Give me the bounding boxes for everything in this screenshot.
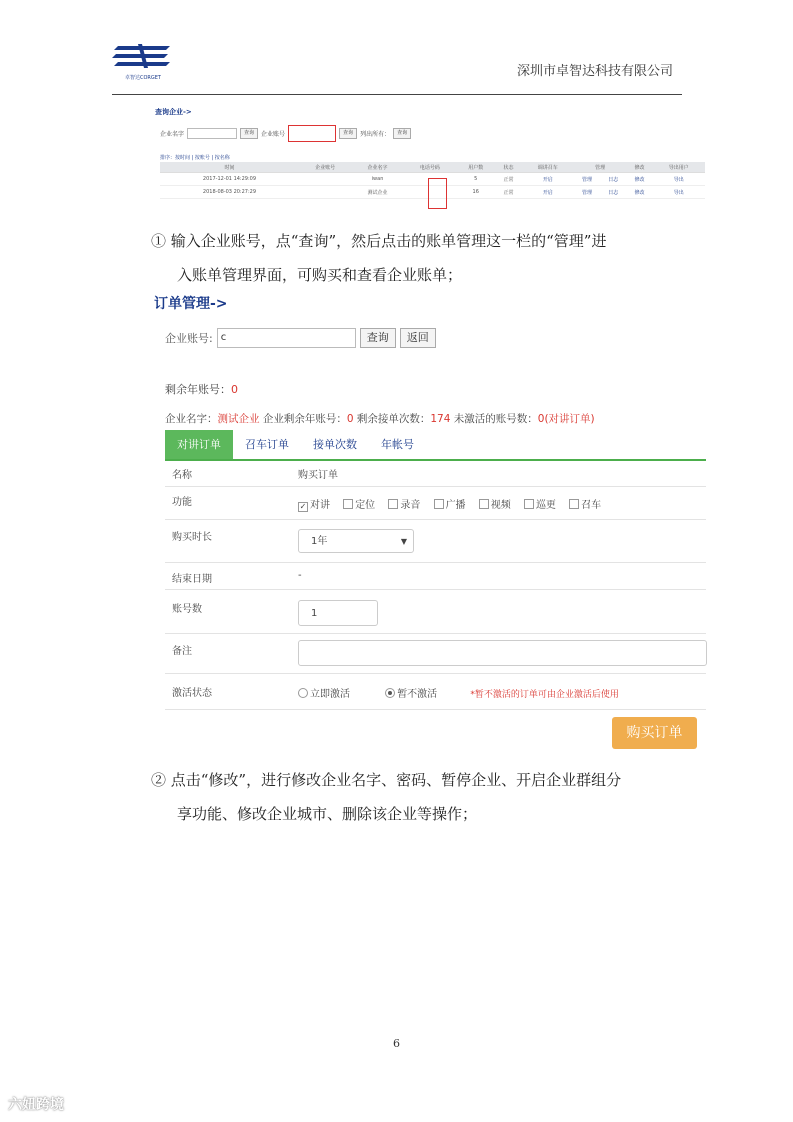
remaining-label: 剩余年账号：: [165, 383, 231, 396]
column-header: 电话号码: [404, 162, 456, 173]
account-input[interactable]: c: [217, 328, 356, 348]
enterprise-account-label: 企业账号: [261, 131, 286, 138]
query-button[interactable]: 查询: [360, 328, 396, 348]
column-header: 调讲召车: [522, 162, 574, 173]
query-row: [160, 125, 411, 142]
feature-option[interactable]: ✓ 对讲: [299, 500, 330, 511]
header-company-name: 深圳市卓智达科技有限公司: [516, 64, 673, 79]
order-form: [165, 459, 706, 700]
account-query-row: [165, 328, 436, 348]
step-2-line-2: 享功能、修改企业城市、删除该企业等操作；: [177, 805, 478, 823]
order-tabs: [165, 430, 706, 461]
column-header: 企业名字: [351, 162, 403, 173]
manage-link[interactable]: 管理: [574, 173, 600, 186]
row-divider: [165, 709, 706, 710]
activation-label: 激活状态: [172, 688, 212, 699]
instruction-step-2: [151, 763, 696, 831]
tab-year-account[interactable]: 年帐号: [381, 438, 414, 451]
query-by-account-button[interactable]: 查询: [339, 128, 357, 139]
info-remain-orders-label: 剩余接单次数：: [356, 413, 431, 425]
enterprise-info-line: [165, 411, 595, 426]
list-all-button[interactable]: 查询: [393, 128, 411, 139]
info-remain-year-value: 0: [346, 413, 354, 425]
feature-label: 功能: [172, 497, 192, 508]
enterprise-name-input[interactable]: [187, 128, 237, 139]
cell-time: 2017-12-01 14:29:09: [160, 173, 299, 186]
cell-time: 2018-08-03 20:27:29: [160, 186, 299, 199]
feature-option[interactable]: 视频: [479, 496, 511, 511]
checkbox-icon[interactable]: [479, 499, 489, 509]
row-divider: [165, 519, 706, 520]
log-link[interactable]: 日志: [600, 186, 626, 199]
log-link[interactable]: 日志: [600, 173, 626, 186]
info-name-value: 测试企业: [217, 413, 260, 425]
buy-order-button[interactable]: 购买订单: [612, 717, 697, 749]
edit-link[interactable]: 修改: [626, 173, 652, 186]
cell-service-link[interactable]: 开启: [522, 186, 574, 199]
row-divider: [165, 673, 706, 674]
checkbox-icon[interactable]: [388, 499, 398, 509]
info-name-label: 企业名字：: [165, 413, 218, 425]
step-2-line-1: ② 点击“修改”，进行修改企业名字、密码、暂停企业、开启企业群组分: [151, 771, 622, 789]
column-header: 状态: [495, 162, 521, 173]
feature-option[interactable]: 录音: [388, 496, 420, 511]
checkbox-icon[interactable]: [524, 499, 534, 509]
feature-option[interactable]: 定位: [343, 496, 375, 511]
activate-now-label[interactable]: 立即激活: [310, 689, 350, 700]
query-enterprise-title: 查询企业->: [155, 108, 192, 116]
header-divider: [112, 94, 682, 95]
step-1-line-1: ① 输入企业账号，点“查询”，然后点击的账单管理这一栏的“管理”进: [151, 232, 607, 250]
info-inactive-value: 0(对讲订单): [537, 413, 595, 425]
column-header: 时间: [160, 162, 299, 173]
export-link[interactable]: 导出: [653, 186, 705, 199]
end-date-value: -: [298, 570, 302, 581]
order-management-title: 订单管理->: [154, 296, 228, 312]
checkbox-icon[interactable]: [569, 499, 579, 509]
export-link[interactable]: 导出: [653, 173, 705, 186]
company-logo: [112, 42, 174, 81]
name-value: 购买订单: [298, 470, 338, 481]
sort-links[interactable]: 排序：按时间 | 按账号 | 按名称: [160, 155, 230, 161]
column-header: 修改: [626, 162, 652, 173]
edit-link[interactable]: 修改: [626, 186, 652, 199]
row-divider: [165, 633, 706, 634]
account-count-label: 账号数: [172, 604, 202, 615]
query-by-name-button[interactable]: 查询: [240, 128, 258, 139]
column-header: 导出用户: [653, 162, 705, 173]
table-header-row: [160, 162, 705, 173]
radio-selected-icon[interactable]: [385, 688, 395, 698]
manage-highlight-box: [428, 178, 447, 209]
enterprise-name-label: 企业名字: [160, 131, 185, 138]
remaining-year-accounts: [165, 381, 238, 397]
cell-users: 5: [456, 173, 495, 186]
column-header: 用户数: [456, 162, 495, 173]
back-button[interactable]: 返回: [400, 328, 436, 348]
duration-value: 1年: [311, 536, 328, 547]
row-divider: [165, 589, 706, 590]
tab-order-count[interactable]: 接单次数: [313, 438, 357, 451]
manage-link[interactable]: 管理: [574, 186, 600, 199]
list-all-label: 列出所有：: [360, 131, 391, 138]
step-1-line-2: 入账单管理界面，可购买和查看企业账单；: [177, 266, 463, 284]
remaining-value: 0: [231, 383, 238, 396]
cell-users: 16: [456, 186, 495, 199]
cell-name: 测试企业: [351, 186, 403, 199]
radio-icon[interactable]: [298, 688, 308, 698]
row-divider: [165, 562, 706, 563]
checkbox-icon[interactable]: [434, 499, 444, 509]
feature-option[interactable]: 巡更: [524, 496, 556, 511]
checkbox-checked-icon[interactable]: ✓: [299, 502, 307, 511]
duration-select[interactable]: [298, 529, 414, 553]
feature-option[interactable]: 广播: [434, 496, 466, 511]
cell-service-link[interactable]: 开启: [522, 173, 574, 186]
account-label: 企业账号:: [165, 332, 213, 345]
note-label: 备注: [172, 646, 192, 657]
feature-option[interactable]: 召车: [569, 496, 601, 511]
checkbox-icon[interactable]: [343, 499, 353, 509]
feature-checkboxes: [298, 496, 611, 512]
info-remain-year-label: 企业剩余年账号：: [262, 413, 347, 425]
tab-taxi-orders[interactable]: 召车订单: [245, 438, 289, 451]
account-count-input[interactable]: 1: [298, 600, 378, 626]
cell-status: 正常: [495, 186, 521, 199]
instruction-step-1: [151, 224, 696, 292]
end-date-label: 结束日期: [172, 574, 212, 585]
info-remain-orders-value: 174: [430, 413, 451, 425]
watermark: 六妞跨境: [8, 1097, 64, 1113]
row-divider: [165, 486, 706, 487]
cell-name: iwan: [351, 173, 403, 186]
activation-hint: *暂不激活的订单可由企业激活后使用: [470, 690, 619, 700]
activate-later-label[interactable]: 暂不激活: [397, 689, 438, 700]
info-inactive-label: 未激活的账号数：: [453, 413, 538, 425]
duration-label: 购买时长: [172, 532, 212, 543]
cell-account: [299, 186, 351, 199]
logo-text: 卓智达CORGET: [125, 75, 161, 81]
activation-options: [298, 685, 619, 700]
tab-intercom-orders[interactable]: 对讲订单: [165, 430, 233, 459]
column-header: 企业账号: [299, 162, 351, 173]
note-input[interactable]: [298, 640, 707, 666]
enterprise-account-input[interactable]: [288, 125, 336, 142]
page-number: 6: [393, 1037, 400, 1050]
cell-status: 正常: [495, 173, 521, 186]
dropdown-caret-icon: ▼: [400, 537, 407, 546]
column-header: 管理: [574, 162, 626, 173]
name-label: 名称: [172, 470, 192, 481]
cell-account: [299, 173, 351, 186]
